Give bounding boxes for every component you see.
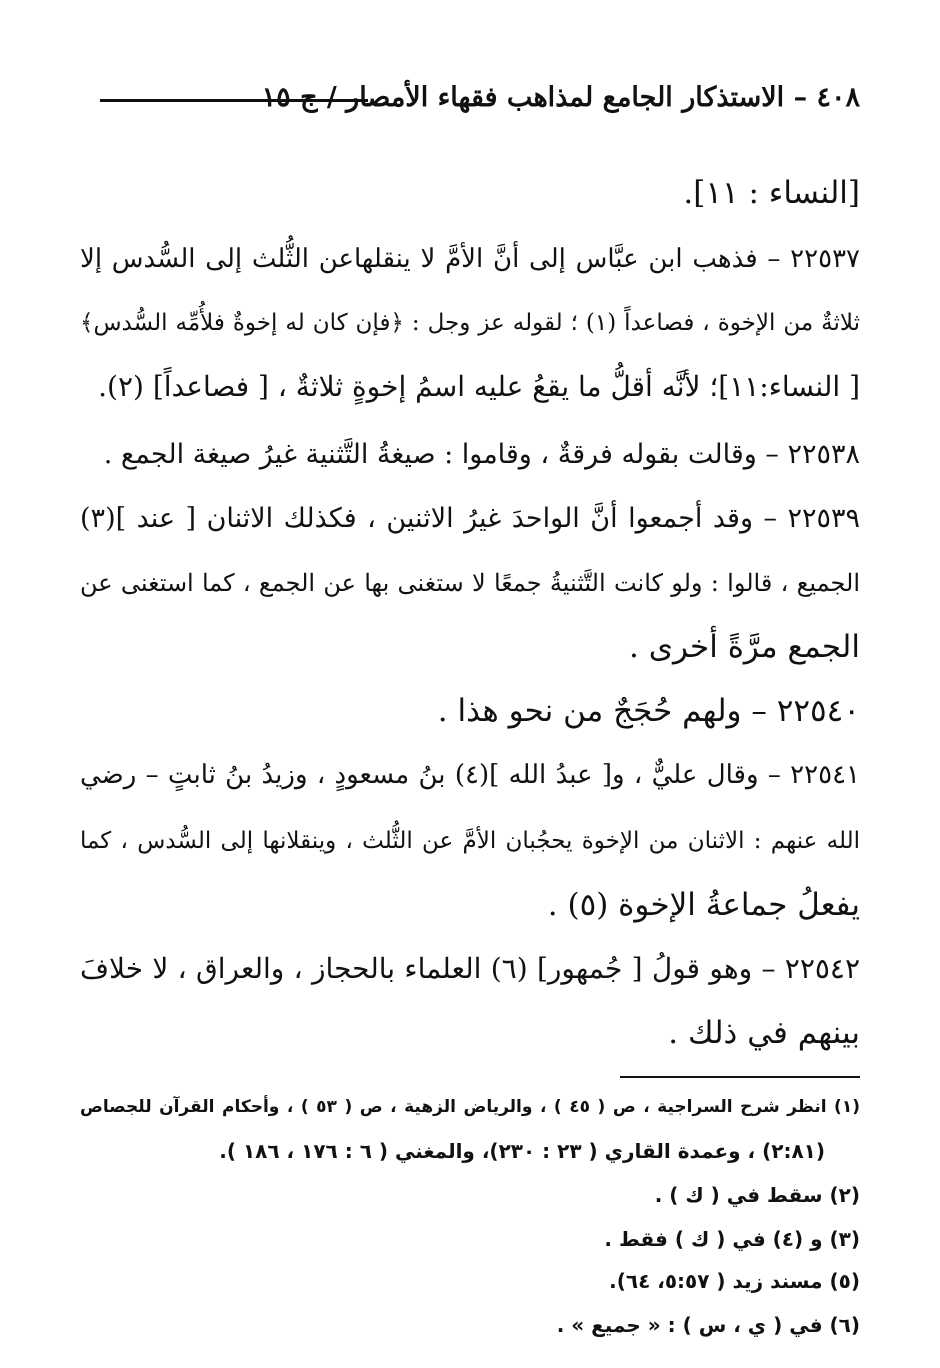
footnote-separator [620,1076,860,1078]
text-line: ٢٢٥٤٠ – ولهم حُجَجٌ من نحو هذا . [437,693,860,729]
footnote-line: (١) انظر شرح السراجية ، ص ( ٤٥ ) ، والرياض الزهية ، ص ( ٥٣ ) ، وأحكام القرآن للجصاص [80,1097,860,1117]
text-line: [ النساء:١١]؛ لأنَّه أقلُّ ما يقعُ عليه اسمُ إخوةٍ ثلاثةٌ ، [ فصاعداً] (٢). [98,370,860,403]
text-line: الجمع مرَّةً أخرى . [628,629,860,665]
footnote-line: (٦) في ( ي ، س ) : « جميع » . [556,1313,860,1337]
text-line: ٢٢٥٣٨ – وقالت بقوله فرقةٌ ، وقاموا : صيغةُ التَّثنية غيرُ صيغة الجمع . [103,439,860,470]
running-header: ٤٠٨ – الاستذكار الجامع لمذاهب فقهاء الأمصار / ج ١٥ [261,82,860,113]
text-line: ٢٢٥٣٩ – وقد أجمعوا أنَّ الواحدَ غيرُ الاثنين ، فكذلك الاثنان [ عند ](٣) [80,503,860,534]
text-line: يفعلُ جماعةُ الإخوة (٥) . [547,887,860,923]
text-line: الله عنهم : الاثنان من الإخوة يحجُبان الأمَّ عن الثُّلث ، وينقلانها إلى السُّدس ، كما [80,828,860,854]
header-rule [100,99,368,102]
text-line: [النساء : ١١]. [683,175,860,211]
footnote-line: (٢) سقط في ( ك ) . [654,1183,860,1207]
text-line: ٢٢٥٤١ – وقال عليٌّ ، و[ عبدُ الله ](٤) بنُ مسعودٍ ، وزيدُ بنُ ثابتٍ – رضي [80,760,860,790]
footnote-line: (٥) مسند زيد ( ٥:٥٧، ٦٤). [609,1269,860,1293]
text-line: ثلاثةٌ من الإخوة ، فصاعداً (١) ؛ لقوله عز وجل : ﴿فإن كان له إخوةٌ فلأُمِّه السُّدس﴾ [80,310,860,336]
text-line: الجميع ، قالوا : ولو كانت التَّثنيةُ جمعًا لا ستغنى بها عن الجمع ، كما استغنى عن [80,569,860,597]
text-line: بينهم في ذلك . [668,1015,860,1051]
text-line: ٢٢٥٤٢ – وهو قولُ [ جُمهور] (٦) العلماء بالحجاز ، والعراق ، لا خلافَ [80,952,860,985]
footnote-line: (٢:٨١) ، وعمدة القاري ( ٢٣ : ٢٣٠)، والمغني ( ٦ : ١٧٦ ، ١٨٦ ). [219,1139,825,1163]
footnote-line: (٣) و (٤) في ( ك ) فقط . [604,1227,860,1251]
text-line: ٢٢٥٣٧ – فذهب ابن عبَّاس إلى أنَّ الأمَّ لا ينقلهاعن الثُّلث إلى السُّدس إلا [80,244,860,274]
